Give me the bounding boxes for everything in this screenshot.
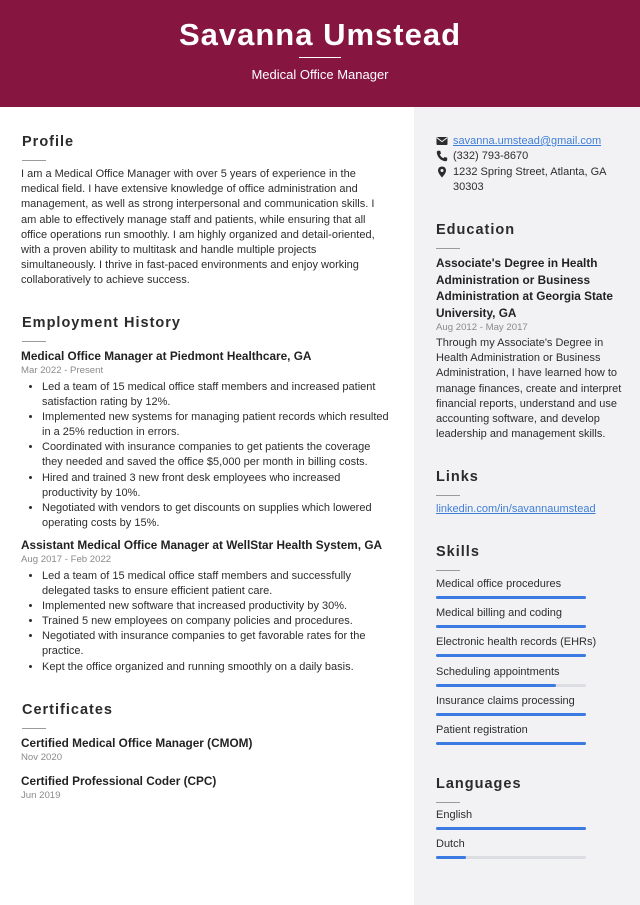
certificate-name: Certified Medical Office Manager (CMOM) bbox=[21, 736, 253, 750]
language-level-fill bbox=[436, 827, 586, 830]
language-level-track bbox=[436, 827, 586, 830]
language-level-track bbox=[436, 856, 586, 859]
language-name: Dutch bbox=[436, 838, 465, 851]
skill-level-track bbox=[436, 654, 586, 657]
address-text: 1232 Spring Street, Atlanta, GA 30303 bbox=[453, 166, 606, 194]
resume-header bbox=[0, 0, 640, 107]
profile-divider bbox=[22, 160, 46, 161]
job-bullet: • Hired and trained 3 new front desk employees who increased productivity by 10%. bbox=[42, 471, 392, 501]
certificate-date: Jun 2019 bbox=[21, 790, 61, 801]
job-bullet: • Kept the office organized and running smoothly on a daily basis. bbox=[42, 660, 392, 675]
skill-level-track bbox=[436, 713, 586, 716]
job-title: Medical Office Manager at Piedmont Healthcare, GA bbox=[21, 349, 312, 363]
job-bullet: • Coordinated with insurance companies to get patients the coverage they needed and saved the office $5,000 per month in billing costs. bbox=[42, 440, 392, 470]
certificates-heading: Certificates bbox=[22, 702, 113, 718]
sidebar bbox=[414, 107, 640, 905]
skill-name: Patient registration bbox=[436, 724, 528, 736]
candidate-name: Savanna Umstead bbox=[178, 17, 462, 52]
job-bullet: • Trained 5 new employees on company policies and procedures. bbox=[42, 614, 392, 629]
links-heading: Links bbox=[436, 469, 479, 485]
email-link[interactable]: savanna.umstead@gmail.com bbox=[453, 135, 602, 147]
header-divider bbox=[299, 57, 341, 58]
education-date: Aug 2012 - May 2017 bbox=[436, 322, 528, 333]
skill-level-fill bbox=[436, 742, 586, 745]
job-title: Assistant Medical Office Manager at WellStar Health System, GA bbox=[21, 538, 383, 552]
linkedin-link[interactable]: linkedin.com/in/savannaumstead bbox=[436, 503, 596, 515]
skill-level-track bbox=[436, 596, 586, 599]
skill-level-fill bbox=[436, 654, 586, 657]
education-description: Through my Associate's Degree in Health Administration or Business Administration, I have learned how to manage finances, create and interpret financial reports, understand and use accounting software, and develop leadership and management skills. bbox=[436, 337, 622, 441]
skill-name: Electronic health records (EHRs) bbox=[436, 636, 597, 649]
job-date: Aug 2017 - Feb 2022 bbox=[21, 554, 112, 565]
skill-level-track bbox=[436, 625, 586, 628]
certificate-date: Nov 2020 bbox=[21, 752, 63, 763]
skill-name: Medical billing and coding bbox=[436, 607, 562, 620]
job-bullet: • Negotiated with insurance companies to get favorable rates for the practice. bbox=[42, 629, 392, 659]
job-bullet: • Negotiated with vendors to get discounts on supplies which lowered operating costs by 15%. bbox=[42, 501, 392, 531]
job-bullets bbox=[21, 380, 392, 531]
envelope-icon bbox=[436, 135, 448, 147]
skills-heading: Skills bbox=[436, 544, 480, 560]
language-level-fill bbox=[436, 856, 466, 859]
skill-level-fill bbox=[436, 596, 586, 599]
education-heading: Education bbox=[436, 222, 516, 238]
languages-divider bbox=[436, 802, 460, 803]
education-divider bbox=[436, 248, 460, 249]
languages-heading: Languages bbox=[436, 776, 522, 792]
job-bullet: • Implemented new systems for managing patient records which resulted in a 25% reduction in errors. bbox=[42, 410, 392, 440]
certificates-divider bbox=[22, 728, 46, 729]
skill-level-track bbox=[436, 742, 586, 745]
certificate-name: Certified Professional Coder (CPC) bbox=[21, 774, 217, 788]
candidate-role: Medical Office Manager bbox=[251, 67, 389, 82]
skill-name: Medical office procedures bbox=[436, 578, 562, 590]
phone-number: (332) 793-8670 bbox=[453, 150, 529, 162]
location-pin-icon bbox=[436, 166, 448, 178]
job-bullet: • Led a team of 15 medical office staff members and successfully delegated tasks to ensure efficient patient care. bbox=[42, 569, 392, 599]
language-name: English bbox=[436, 809, 473, 821]
links-divider bbox=[436, 495, 460, 496]
profile-text: I am a Medical Office Manager with over 5 years of experience in the medical field. I have extensive knowledge of office administration and management, as well as strong interpersonal and communication skills. I am able to effectively manage staff and patients, while ensuring that all office operations run smoothly. I am highly organized and detail-oriented, with a proven ability to multitask and handle multiple projects simultaneously. I thrive in fast-paced environments and enjoy working collaboratively to achieve success. bbox=[21, 168, 375, 287]
skill-name: Scheduling appointments bbox=[436, 665, 560, 678]
job-date: Mar 2022 - Present bbox=[21, 365, 104, 376]
education-degree: Associate's Degree in Health Administration or Business Administration at Georgia State University, GA bbox=[436, 256, 613, 320]
skill-level-fill bbox=[436, 684, 556, 687]
job-bullet: • Led a team of 15 medical office staff members and increased patient satisfaction rating by 12%. bbox=[42, 380, 392, 410]
skill-level-fill bbox=[436, 625, 586, 628]
skill-name: Insurance claims processing bbox=[436, 694, 575, 707]
employment-divider bbox=[22, 341, 46, 342]
phone-icon bbox=[436, 150, 448, 162]
skill-level-track bbox=[436, 684, 586, 687]
job-bullets bbox=[21, 569, 392, 675]
job-bullet: • Implemented new software that increased productivity by 30%. bbox=[42, 599, 392, 614]
skills-divider bbox=[436, 570, 460, 571]
skill-level-fill bbox=[436, 713, 586, 716]
employment-heading: Employment History bbox=[22, 315, 181, 331]
profile-heading: Profile bbox=[22, 134, 75, 150]
